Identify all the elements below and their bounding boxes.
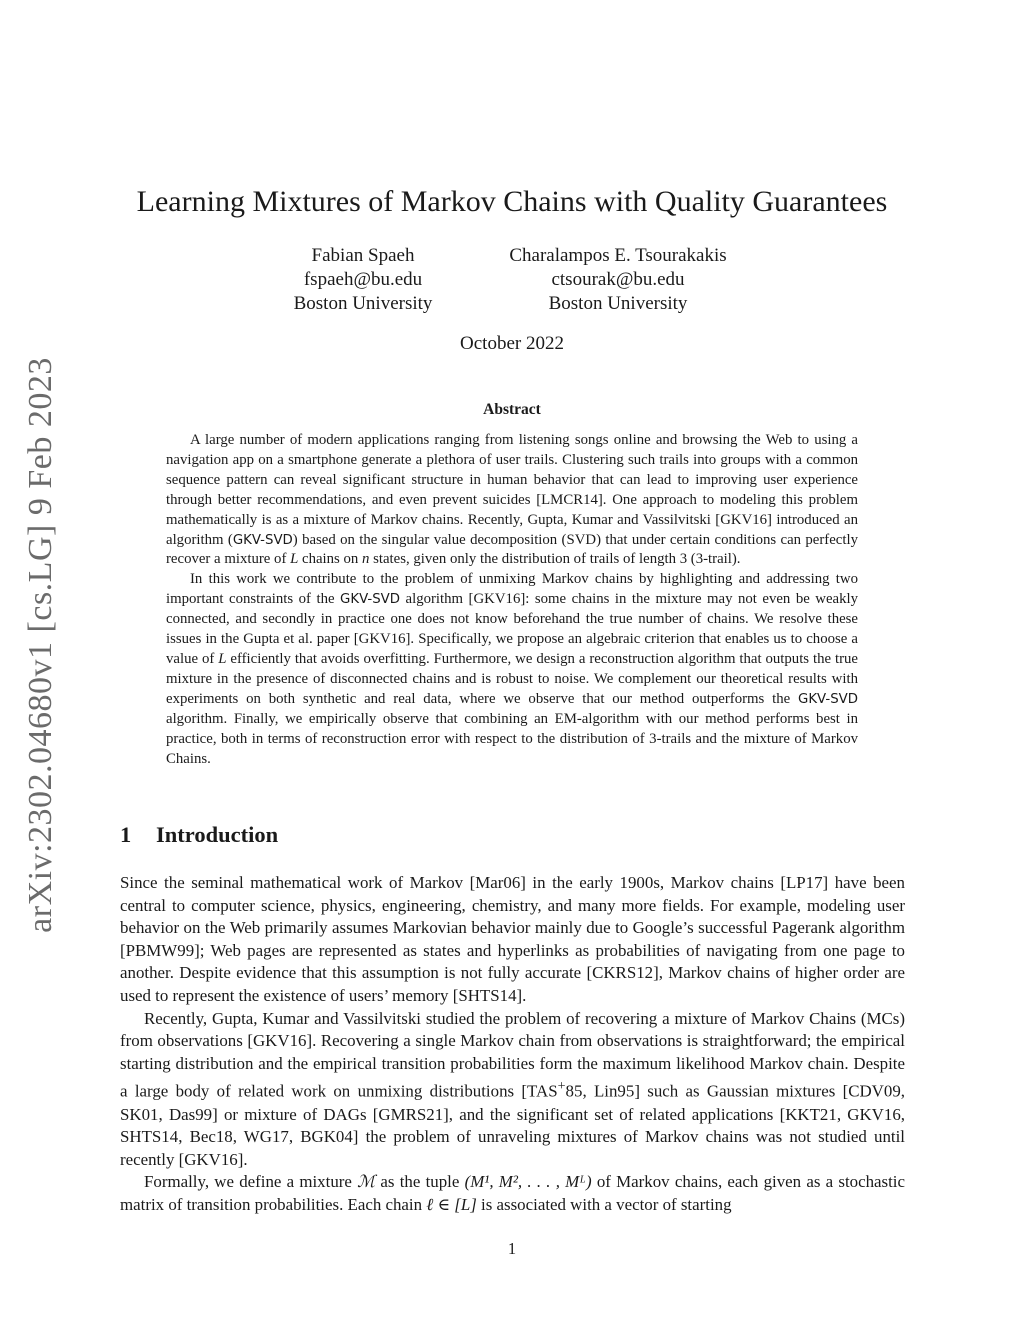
- author-affiliation: Boston University: [293, 293, 433, 314]
- section-heading: [120, 822, 278, 848]
- abstract-paragraph: A large number of modern applications ranging from listening songs online and browsing the Web to using a navigation app on a smartphone generate a plethora of user trails. Clustering such trails into groups with a common sequence pattern can reveal significant structure in human behavior that can lead to improving user experience through better recommendations, and even prevent suicides [LMCR14]. One approach to modeling this problem mathematically is as a mixture of Markov chains. Recently, Gupta, Kumar and Vassilvitski [GKV16] introduced an algorithm (GKV-SVD) based on the singular value decomposition (SVD) that under certain conditions can perfectly recover a mixture of L chains on n states, given only the distribution of trails of length 3 (3-trail).: [166, 432, 858, 568]
- paper-title: Learning Mixtures of Markov Chains with Quality Guarantees: [136, 185, 888, 218]
- paper-date: October 2022: [460, 333, 564, 354]
- author-name: Fabian Spaeh: [311, 245, 415, 266]
- body-paragraph: Recently, Gupta, Kumar and Vassilvitski studied the problem of recovering a mixture of Markov Chains (MCs) from observations [GKV16]. Recovering a single Markov chain from observations is straightforward; the empirical starting distribution and the empirical transition probabilities form the maximum likelihood Markov chain. Despite a large body of related work on unmixing distributions [TAS+85, Lin95] such as Gaussian mixtures [CDV09, SK01, Das99] or mixture of DAGs [GMRS21], and the significant set of related applications [KKT21, GKV16, SHTS14, Bec18, WG17, BGK04] the problem of unraveling mixtures of Markov chains was not studied until recently [GKV16].: [120, 1008, 905, 1169]
- arxiv-identifier: arXiv:2302.04680v1 [cs.LG] 9 Feb 2023: [22, 357, 59, 933]
- author-affiliation: Boston University: [548, 293, 688, 314]
- author-email: fspaeh@bu.edu: [303, 269, 423, 290]
- section-number: 1: [120, 822, 132, 847]
- body-paragraph: Since the seminal mathematical work of Markov [Mar06] in the early 1900s, Markov chains [LP17] have been central to computer science, physics, engineering, chemistry, and many more fields. For example, modeling user behavior on the Web primarily assumes Markovian behavior mainly due to Google’s successful Pagerank algorithm [PBMW99]; Web pages are represented as states and hyperlinks as probabilities of navigating from one page to another. Despite evidence that this assumption is not fully accurate [CKRS12], Markov chains of higher order are used to represent the existence of users’ memory [SHTS14].: [120, 873, 905, 1005]
- author-block: [493, 244, 743, 316]
- abstract-paragraph: In this work we contribute to the problem of unmixing Markov chains by highlighting and addressing two important constraints of the GKV-SVD algorithm [GKV16]: some chains in the mixture may not even be weakly connected, and secondly in practice one does not know beforehand the true number of chains. We resolve these issues in the Gupta et al. paper [GKV16]. Specifically, we propose an algebraic criterion that enables us to choose a value of L efficiently that avoids overfitting. Furthermore, we design a reconstruction algorithm that outputs the true mixture in the presence of disconnected chains and is robust to noise. We complement our theoretical results with experiments on both synthetic and real data, where we observe that our method outperforms the GKV-SVD algorithm. Finally, we empirically observe that combining an EM-algorithm with our method performs best in practice, both in terms of reconstruction error with respect to the distribution of 3-trails and the mixture of Markov Chains.: [166, 571, 859, 767]
- author-name: Charalampos E. Tsourakakis: [509, 245, 727, 266]
- section-title: Introduction: [156, 822, 279, 847]
- abstract-body: [166, 431, 858, 769]
- abstract-heading: Abstract: [483, 401, 541, 418]
- author-block: [263, 244, 463, 316]
- introduction-body: [120, 872, 905, 1217]
- author-email: ctsourak@bu.edu: [551, 269, 685, 290]
- page-number: 1: [507, 1239, 517, 1258]
- body-paragraph: Formally, we define a mixture ℳ as the tuple (M¹, M², . . . , Mᴸ) of Markov chains, each given as a stochastic matrix of transition probabilities. Each chain ℓ ∈ [L] is associated with a vector of starting: [120, 1172, 905, 1214]
